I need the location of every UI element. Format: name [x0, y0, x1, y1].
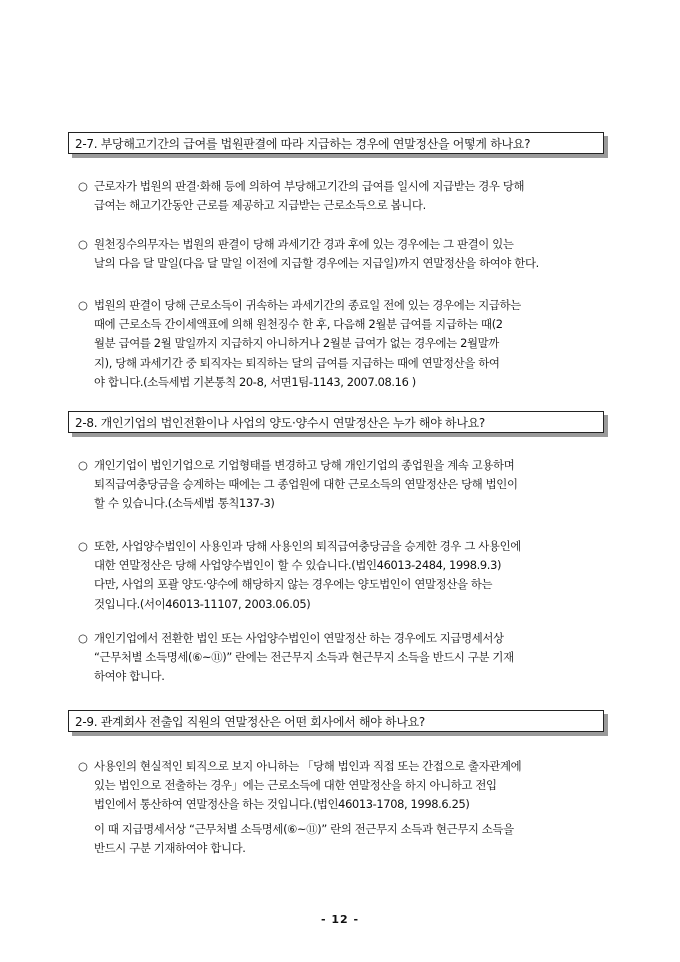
bullet-circle-icon: ○ [78, 631, 88, 645]
bullet-circle-icon: ○ [78, 458, 88, 472]
paragraph-line: 할 수 있습니다.(소득세법 통칙137-3) [94, 496, 275, 511]
answer-paragraph-4 [78, 456, 618, 514]
paragraph-line: 이 때 지급명세서상 “근무처별 소득명세(⑥~⑪)” 란의 전근무지 소득과 현근무지 소득을 [94, 822, 514, 836]
answer-paragraph-1 [78, 177, 618, 215]
paragraph-line: 대한 연말정산은 당해 사업양수법인이 할 수 있습니다.(법인46013-2484, 1998.9.3) [94, 558, 502, 573]
paragraph-line: 하여야 합니다. [94, 669, 165, 684]
paragraph-line: 지), 당해 과세기간 중 퇴직자는 퇴직하는 달의 급여를 지급하는 때에 연말정산을 하여 [94, 355, 500, 370]
paragraph-line: ○ 또한, 사업양수법인이 사용인과 당해 사용인의 퇴직급여충당금을 승계한 경우 그 사용인에 [78, 537, 618, 556]
page-number: - 12 - [320, 913, 360, 926]
question-box-2-7 [68, 132, 604, 154]
question-title: 2-9. 관계회사 전출입 직원의 연말정산은 어떤 회사에서 해야 하나요? [75, 715, 425, 729]
paragraph-line: 퇴직급여충당금을 승계하는 때에는 그 종업원에 대한 근로소득의 연말정산은 당해 법인이 [94, 477, 518, 492]
question-title: 2-7. 부당해고기간의 급여를 법원판결에 따라 지급하는 경우에 연말정산을 어떻게 하나요? [75, 137, 531, 151]
bullet-circle-icon: ○ [78, 759, 88, 773]
paragraph-line: 있는 법인으로 전출하는 경우」에는 근로소득에 대한 연말정산을 하지 아니하고 전입 [94, 778, 497, 793]
bullet-circle-icon: ○ [78, 179, 88, 193]
question-title: 2-8. 개인기업의 법인전환이나 사업의 양도·양수시 연말정산은 누가 해야 하나요? [75, 416, 485, 430]
paragraph-line: ○ 사용인의 현실적인 퇴직으로 보지 아니하는 「당해 법인과 직접 또는 간접으로 출자관계에 [78, 757, 618, 776]
answer-paragraph-6 [78, 629, 618, 687]
paragraph-line: 때에 근로소득 간이세액표에 의해 원천징수 한 후, 다음해 2월분 급여를 지급하는 때(2 [94, 317, 503, 332]
bullet-circle-icon: ○ [78, 298, 88, 312]
question-box-2-9 [68, 710, 604, 732]
paragraph-line: 다만, 사업의 포괄 양도·양수에 해당하지 않는 경우에는 양도법인이 연말정산을 하는 [94, 577, 493, 592]
answer-paragraph-5 [78, 537, 618, 614]
paragraph-line: ○ 원천징수의무자는 법원의 판결이 당해 과세기간 경과 후에 있는 경우에는 그 판결이 있는 [78, 235, 618, 254]
paragraph-line: 것입니다.(서이46013-11107, 2003.06.05) [94, 596, 311, 611]
paragraph-line: ○ 개인기업에서 전환한 법인 또는 사업양수법인이 연말정산 하는 경우에도 지급명세서상 [78, 629, 618, 648]
paragraph-line: 야 합니다.(소득세법 기본통칙 20-8, 서면1팀-1143, 2007.08.16 ) [94, 374, 416, 389]
paragraph-line: 반드시 구분 기재하여야 합니다. [94, 841, 246, 856]
answer-paragraph-7 [78, 757, 618, 815]
paragraph-line: ○ 근로자가 법원의 판결·화해 등에 의하여 부당해고기간의 급여를 일시에 지급받는 경우 당해 [78, 177, 618, 196]
answer-paragraph-2 [78, 235, 618, 273]
answer-paragraph-3 [78, 296, 618, 392]
paragraph-line: ○ 법원의 판결이 당해 근로소득이 귀속하는 과세기간의 종료일 전에 있는 경우에는 지급하는 [78, 296, 618, 315]
paragraph-line: ○ 개인기업이 법인기업으로 기업형태를 변경하고 당해 개인기업의 종업원을 계속 고용하며 [78, 456, 618, 475]
paragraph-line: 날의 다음 달 말일(다음 달 말일 이전에 지급할 경우에는 지급일)까지 연말정산을 하여야 한다. [94, 256, 539, 271]
answer-paragraph-8 [78, 820, 618, 858]
paragraph-line: “근무처별 소득명세(⑥~⑪)” 란에는 전근무지 소득과 현근무지 소득을 반드시 구분 기재 [94, 650, 514, 665]
paragraph-line: 급여는 해고기간동안 근로를 제공하고 지급받는 근로소득으로 봅니다. [94, 198, 426, 213]
bullet-circle-icon: ○ [78, 539, 88, 553]
question-box-2-8 [68, 411, 604, 433]
paragraph-line: 월분 급여를 2월 말일까지 지급하지 아니하거나 2월분 급여가 없는 경우에는 2월말까 [94, 336, 499, 351]
bullet-circle-icon: ○ [78, 237, 88, 251]
paragraph-line: 법인에서 통산하여 연말정산을 하는 것입니다.(법인46013-1708, 1998.6.25) [94, 797, 470, 812]
